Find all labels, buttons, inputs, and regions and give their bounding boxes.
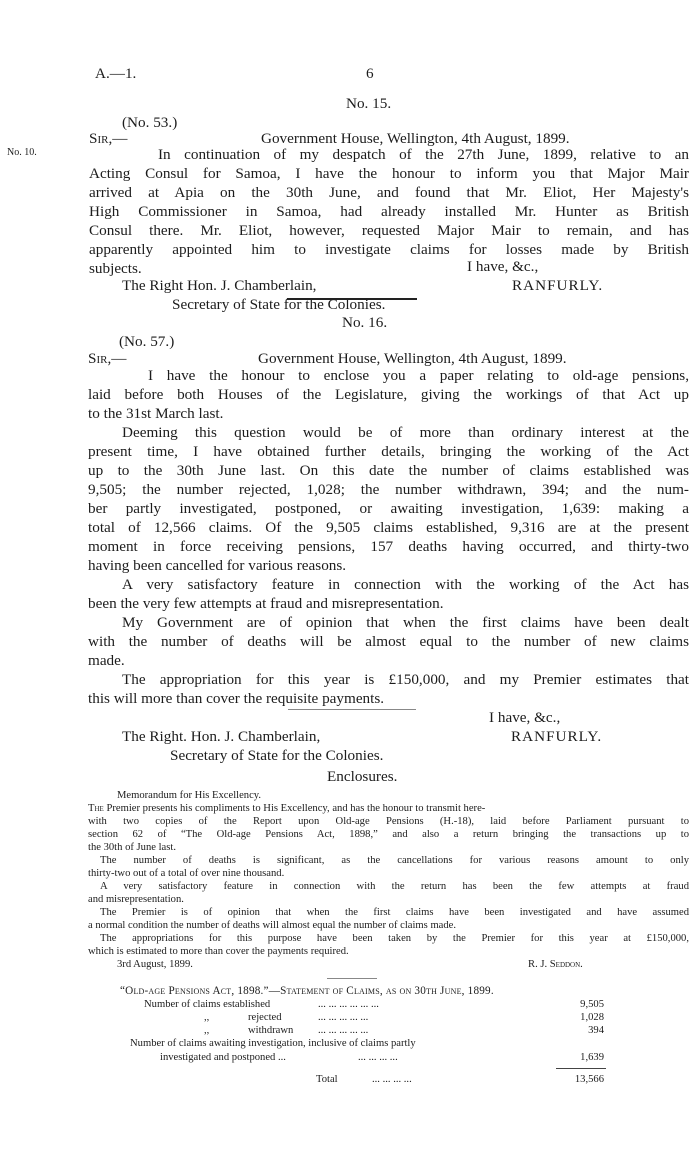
letter1-addressee: The Right Hon. J. Chamberlain, [122,277,317,294]
letter1-closing: I have, &c., [467,258,539,275]
body-line: Deeming this question would be of more than ordinary interest at the [122,424,689,441]
letter2-salutation: Sir,— [88,350,127,367]
memo-line: A very satisfactory feature in connection with the return has been the few attempts at fraud [100,881,689,892]
document-code: A.—1. [95,65,137,82]
memo-line: The Premier is of opinion that when the first claims have been investigated and have assumed [100,907,689,918]
memo-line: and misrepresentation. [88,894,184,905]
letter2-place-date: Government House, Wellington, 4th August, 1899. [258,350,567,367]
sum-rule [556,1068,606,1069]
dot-leader: ... ... ... ... ... ... [318,999,379,1010]
body-line: Consul there. Mr. Eliot, however, requested Major Mair to remain, and has [89,222,689,239]
dot-leader: ... ... ... ... [372,1074,412,1085]
body-line: subjects. [89,260,142,277]
claims-withdrawn-value: 394 [588,1025,604,1036]
memo-line: the 30th of June last. [88,842,176,853]
body-line: arrived at Apia on the 30th June, and found that Mr. Eliot, Her Majesty's [89,184,689,201]
letter1-signature: RANFURLY. [512,277,604,294]
body-line: up to the 30th June last. On this date the number of claims established was [88,462,689,479]
memo-first-line [88,803,689,816]
total-label: Total [316,1074,338,1085]
claims-rejected-value: 1,028 [580,1012,604,1023]
memo-title: Memorandum for His Excellency. [117,790,262,801]
body-line: The appropriation for this year is £150,000, and my Premier estimates that [122,671,689,688]
memo-line: which is estimated to more than cover the payments required. [88,946,349,957]
memo-line: Premier presents his compliments to His Excellency, and has the honour to transmit here- [106,803,486,814]
letter1-place-date: Government House, Wellington, 4th August, 1899. [261,130,570,147]
body-line: A very satisfactory feature in connection with the working of the Act has [122,576,689,593]
claims-established-value: 9,505 [580,999,604,1010]
body-line: been the very few attempts at fraud and misrepresentation. [88,595,444,612]
body-line: moment in force receiving pensions, 157 deaths having occurred, and thirty-two [88,538,689,555]
letter1-addressee-title: Secretary of State for the Colonies. [172,296,386,313]
dot-leader: ... ... ... ... ... [318,1025,369,1036]
statement-row-label: rejected [248,1012,282,1023]
section-divider [287,298,417,300]
letter1-salutation: Sir,— [89,130,128,147]
section-divider [288,709,416,710]
memo-date: 3rd August, 1899. [117,959,193,970]
memo-line: thirty-two out of a total of over nine thousand. [88,868,285,879]
claims-pending-value: 1,639 [580,1052,604,1063]
dot-leader: ... ... ... ... [358,1052,398,1063]
memo-line: The appropriations for this purpose have been taken by the Premier for this year at £150,000, [100,933,689,944]
dot-leader: ... ... ... ... ... [318,1012,369,1023]
letter2-ref: (No. 57.) [119,333,175,350]
letter2-addressee: The Right. Hon. J. Chamberlain, [122,728,321,745]
body-line: In continuation of my despatch of the 27th June, 1899, relative to an [158,146,689,163]
body-line: made. [88,652,125,669]
body-line: present time, I have obtained further details, bringing the working of the Act [88,443,689,460]
page-number: 6 [366,65,374,82]
statement-row-label: Number of claims awaiting investigation, inclusive of claims partly [130,1038,416,1049]
memo-signature: R. J. Seddon. [528,959,583,970]
letter1-heading: No. 15. [346,95,392,112]
memo-lead-word: The [88,803,104,814]
short-divider [327,978,377,979]
body-line: total of 12,566 claims. Of the 9,505 claims established, 9,316 are at the present [88,519,689,536]
letter2-heading: No. 16. [342,314,388,331]
body-line: High Commissioner in Samoa, had already installed Mr. Hunter as British [89,203,689,220]
body-line: having been cancelled for various reasons. [88,557,347,574]
body-line: My Government are of opinion that when the first claims have been dealt [122,614,689,631]
claims-total-value: 13,566 [574,1074,604,1085]
body-line: this will more than cover the requisite payments. [88,690,385,707]
letter2-closing: I have, &c., [489,709,561,726]
memo-line: with two copies of the Report upon Old-age Pensions (H.-18), laid before Parliament pursuant to [88,816,689,827]
statement-row-label: investigated and postponed ... [160,1052,286,1063]
body-line: 9,505; the number rejected, 1,028; the number withdrawn, 394; and the num- [88,481,689,498]
memo-line: a normal condition the number of deaths will almost equal the number of claims made. [88,920,457,931]
letter2-addressee-title: Secretary of State for the Colonies. [170,747,384,764]
body-line: to the 31st March last. [88,405,224,422]
letter1-margin-note: No. 10. [7,147,37,158]
letter2-signature: RANFURLY. [511,728,603,745]
enclosures-heading: Enclosures. [327,768,398,785]
body-line: Acting Consul for Samoa, I have the honour to inform you that Major Mair [89,165,689,182]
body-line: ber partly investigated, postponed, or awaiting investigation, 1,639: making a [88,500,689,517]
body-line: I have the honour to enclose you a paper relating to old-age pensions, [148,367,689,384]
statement-row-label: withdrawn [248,1025,294,1036]
ditto-mark: ,, [204,1012,210,1023]
memo-line: section 62 of “The Old-age Pensions Act, 1898,” and also a return bringing the transactions up to [88,829,689,840]
statement-title: “Old-age Pensions Act, 1898.”—Statement of Claims, as on 30th June, 1899. [120,985,494,997]
memo-line: The number of deaths is significant, as the cancellations for various reasons amount to only [100,855,689,866]
body-line: laid before both Houses of the Legislature, giving the workings of that Act up [88,386,689,403]
ditto-mark: ,, [204,1025,210,1036]
letter1-ref: (No. 53.) [122,114,178,131]
body-line: with the number of deaths will be almost equal to the number of new claims [88,633,689,650]
body-line: apparently appointed him to investigate claims for losses made by British [89,241,689,258]
statement-row-label: Number of claims established [144,999,271,1010]
